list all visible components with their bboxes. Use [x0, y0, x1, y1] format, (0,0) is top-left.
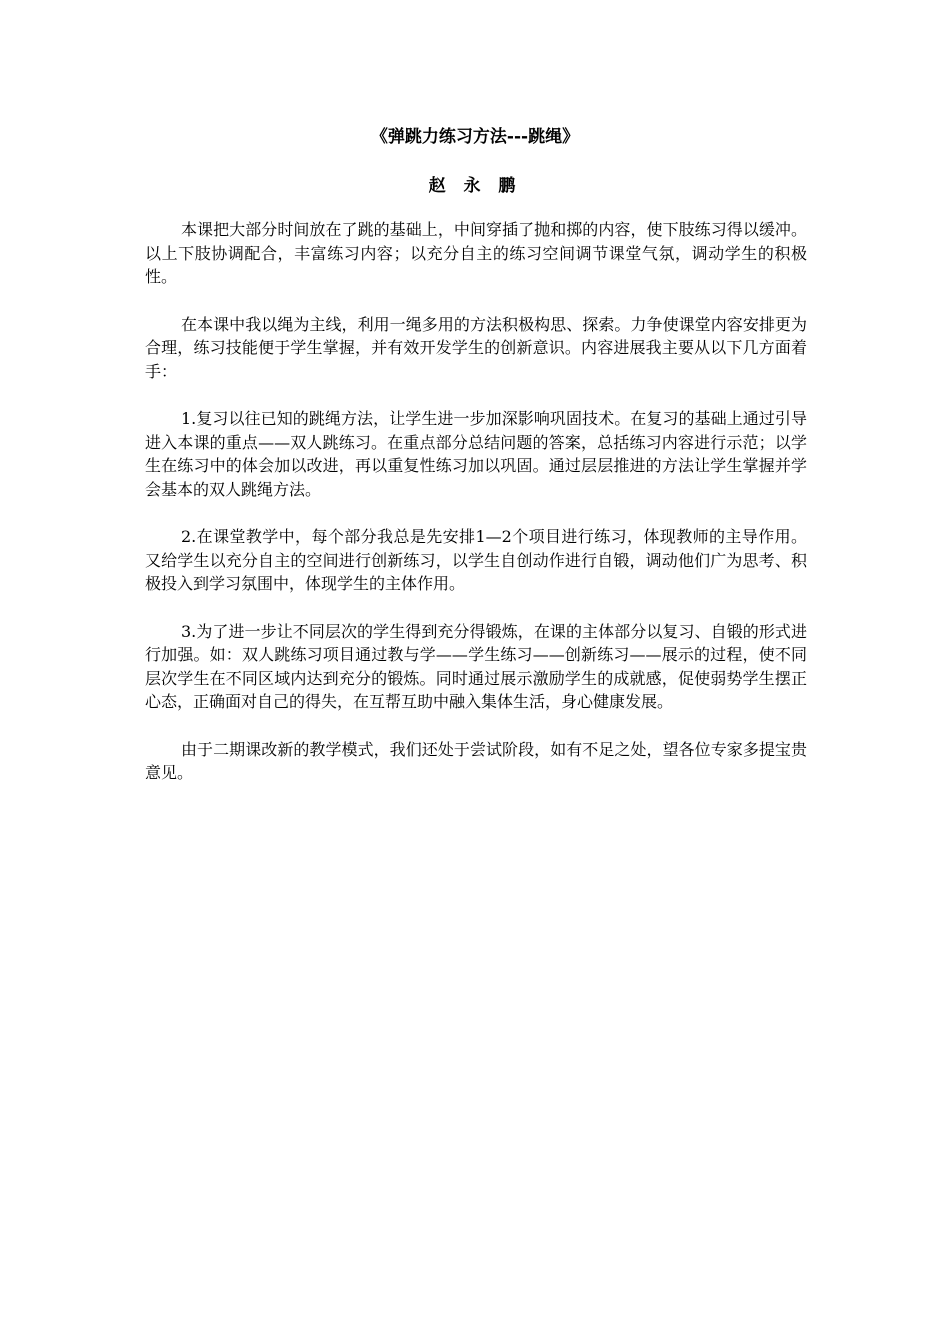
- paragraph-approach: 在本课中我以绳为主线，利用一绳多用的方法积极构思、探索。力争使课堂内容安排更为合理，练习技能便于学生掌握，并有效开发学生的创新意识。内容进展我主要从以下几方面着手：: [145, 314, 807, 381]
- paragraph-point-2: 2.在课堂教学中，每个部分我总是先安排1—2个项目进行练习，体现教师的主导作用。又给学生以充分自主的空间进行创新练习，以学生自创动作进行自锻，调动他们广为思考、积极投入到学习氛围中，体现学生的主体作用。: [145, 527, 807, 593]
- paragraph-point-1: 1.复习以往已知的跳绳方法，让学生进一步加深影响巩固技术。在复习的基础上通过引导进入本课的重点——双人跳练习。在重点部分总结问题的答案，总括练习内容进行示范；以学生在练习中的体会加以改进，再以重复性练习加以巩固。通过层层推进的方法让学生掌握并学会基本的双人跳绳方法。: [145, 409, 807, 499]
- document-author: 赵 永 鹏: [428, 176, 522, 196]
- paragraph-intro: 本课把大部分时间放在了跳的基础上，中间穿插了抛和掷的内容，使下肢练习得以缓冲。以上下肢协调配合，丰富练习内容；以充分自主的练习空间调节课堂气氛，调动学生的积极性。: [145, 220, 807, 286]
- paragraph-point-3: 3.为了进一步让不同层次的学生得到充分得锻炼，在课的主体部分以复习、自锻的形式进行加强。如：双人跳练习项目通过教与学——学生练习——创新练习——展示的过程，使不同层次学生在不同区域内达到充分的锻炼。同时通过展示激励学生的成就感，促使弱势学生摆正心态，正确面对自己的得失，在互帮互助中融入集体生活，身心健康发展。: [145, 621, 807, 711]
- document-title: 《弹跳力练习方法---跳绳》: [370, 127, 580, 147]
- document-body: [145, 218, 807, 809]
- paragraph-closing: 由于二期课改新的教学模式，我们还处于尝试阶段，如有不足之处，望各位专家多提宝贵意见。: [145, 739, 807, 782]
